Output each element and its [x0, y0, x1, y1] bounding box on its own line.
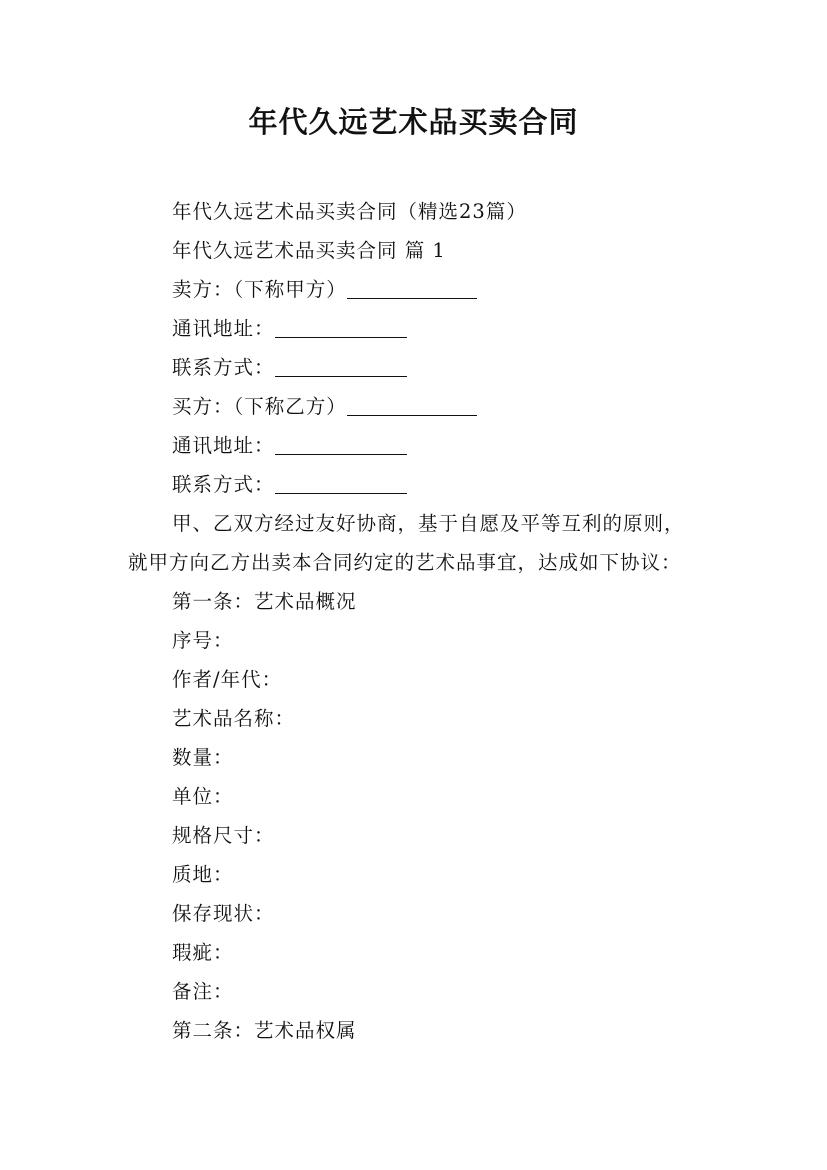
intro-paragraph-line-1: 甲、乙双方经过友好协商，基于自愿及平等互利的原则， — [172, 512, 685, 535]
section-heading: 年代久远艺术品买卖合同 篇 1 — [172, 239, 446, 262]
intro-paragraph-line-2: 就甲方向乙方出卖本合同约定的艺术品事宜，达成如下协议： — [128, 551, 682, 574]
artwork-name-field: 艺术品名称： — [172, 707, 296, 730]
buyer-address-line — [128, 426, 703, 465]
condition-field: 保存现状： — [172, 902, 275, 925]
seller-address-blank — [275, 310, 407, 338]
document-body — [128, 192, 703, 1050]
buyer-contact-line — [128, 465, 703, 504]
seller-contact-line — [128, 348, 703, 387]
document-subtitle: 年代久远艺术品买卖合同（精选23篇） — [172, 200, 527, 223]
buyer-contact-blank — [275, 466, 407, 494]
seller-address-line — [128, 309, 703, 348]
remarks-field: 备注： — [172, 980, 234, 1003]
dimensions-field: 规格尺寸： — [172, 824, 275, 847]
seller-address-label: 通讯地址： — [172, 317, 275, 340]
seller-contact-label: 联系方式： — [172, 356, 275, 379]
buyer-address-blank — [275, 427, 407, 455]
serial-number-field: 序号： — [172, 629, 234, 652]
seller-label: 卖方：（下称甲方） — [172, 278, 347, 301]
material-field: 质地： — [172, 863, 234, 886]
buyer-line — [128, 387, 703, 426]
article-1-heading: 第一条：艺术品概况 — [172, 590, 357, 613]
unit-field: 单位： — [172, 785, 234, 808]
seller-blank — [347, 271, 477, 299]
quantity-field: 数量： — [172, 746, 234, 769]
buyer-label: 买方：（下称乙方） — [172, 395, 347, 418]
author-era-field: 作者/年代： — [172, 668, 283, 691]
seller-contact-blank — [275, 349, 407, 377]
document-title: 年代久远艺术品买卖合同 — [248, 105, 579, 139]
buyer-address-label: 通讯地址： — [172, 434, 275, 457]
buyer-blank — [347, 388, 477, 416]
article-2-heading: 第二条：艺术品权属 — [172, 1019, 357, 1042]
buyer-contact-label: 联系方式： — [172, 473, 275, 496]
flaws-field: 瑕疵： — [172, 941, 234, 964]
seller-line — [128, 270, 703, 309]
